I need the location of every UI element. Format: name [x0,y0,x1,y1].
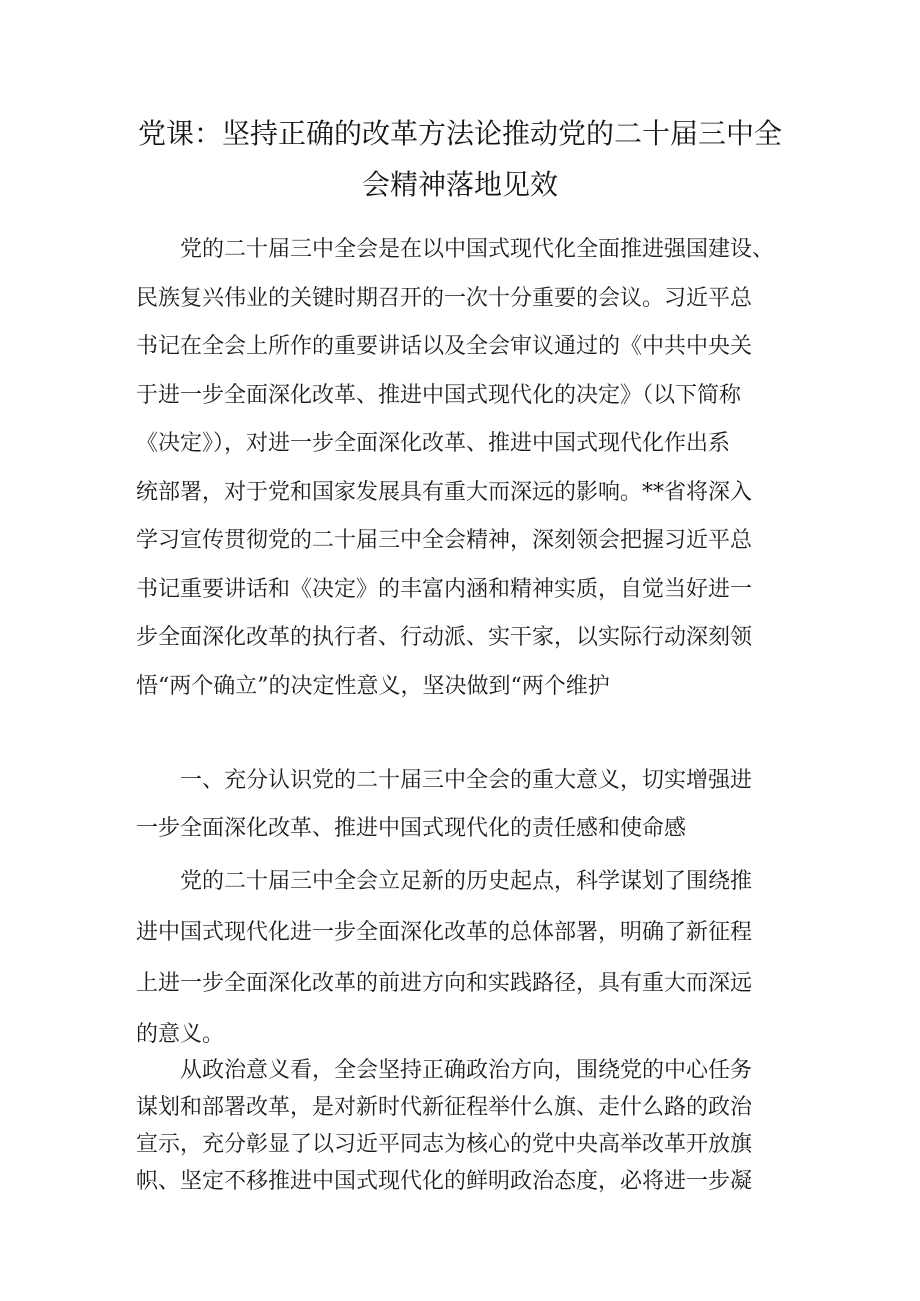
text-line: 党的二十届三中全会是在以中国式现代化全面推进强国建设、 [180,237,775,262]
section-heading [136,757,796,853]
text-line: 统部署，对于党和国家发展具有重大而深远的影响。**省将深入 [136,479,753,505]
body-paragraph [136,1052,796,1200]
text-line: 从政治意义看，全会坚持正确政治方向，围绕党的中心任务 [180,1058,753,1083]
text-line: 进中国式现代化进一步全面深化改革的总体部署，明确了新征程 [136,920,753,945]
text-line: 书记重要讲话和《决定》的丰富内涵和精神实质，自觉当好进一 [136,576,753,602]
text-line: 一、充分认识党的二十届三中全会的重大意义，切实增强进 [180,768,753,793]
intro-paragraph [136,226,796,711]
text-line: 谋划和部署改革，是对新时代新征程举什么旗、走什么路的政治 [136,1095,753,1120]
document-title [120,108,800,210]
text-line: 帜、坚定不移推进中国式现代化的鲜明政治态度，必将进一步凝 [136,1169,753,1194]
text-line: 于进一步全面深化改革、推进中国式现代化的决定》（以下简称 [136,382,742,408]
title-line: 会精神落地见效 [361,168,558,201]
text-line: 宣示，充分彰显了以习近平同志为核心的党中央高举改革开放旗 [136,1132,753,1157]
text-line: 党的二十届三中全会立足新的历史起点，科学谋划了围绕推 [180,869,753,894]
text-line: 《决定》），对进一步全面深化改革、推进中国式现代化作出系 [136,431,731,456]
text-line: 步全面深化改革的执行者、行动派、实干家，以实际行动深刻领 [136,625,753,650]
text-line: 一步全面深化改革、推进中国式现代化的责任感和使命感 [136,816,687,841]
text-line: 书记在全会上所作的重要讲话以及全会审议通过的《中共中央关 [136,334,753,359]
text-line: 上进一步全面深化改革的前进方向和实践路径，具有重大而深远 [136,971,753,996]
text-line: 的意义。 [136,1022,225,1047]
body-paragraph [136,856,796,1060]
text-line: 学习宣传贯彻党的二十届三中全会精神，深刻领会把握习近平总 [136,528,753,553]
text-line: 悟“两个确立”的决定性意义，坚决做到“两个维护 [136,673,610,699]
text-line: 民族复兴伟业的关键时期召开的一次十分重要的会议。习近平总 [136,285,753,311]
title-line: 党课：坚持正确的改革方法论推动党的二十届三中全 [137,117,782,150]
